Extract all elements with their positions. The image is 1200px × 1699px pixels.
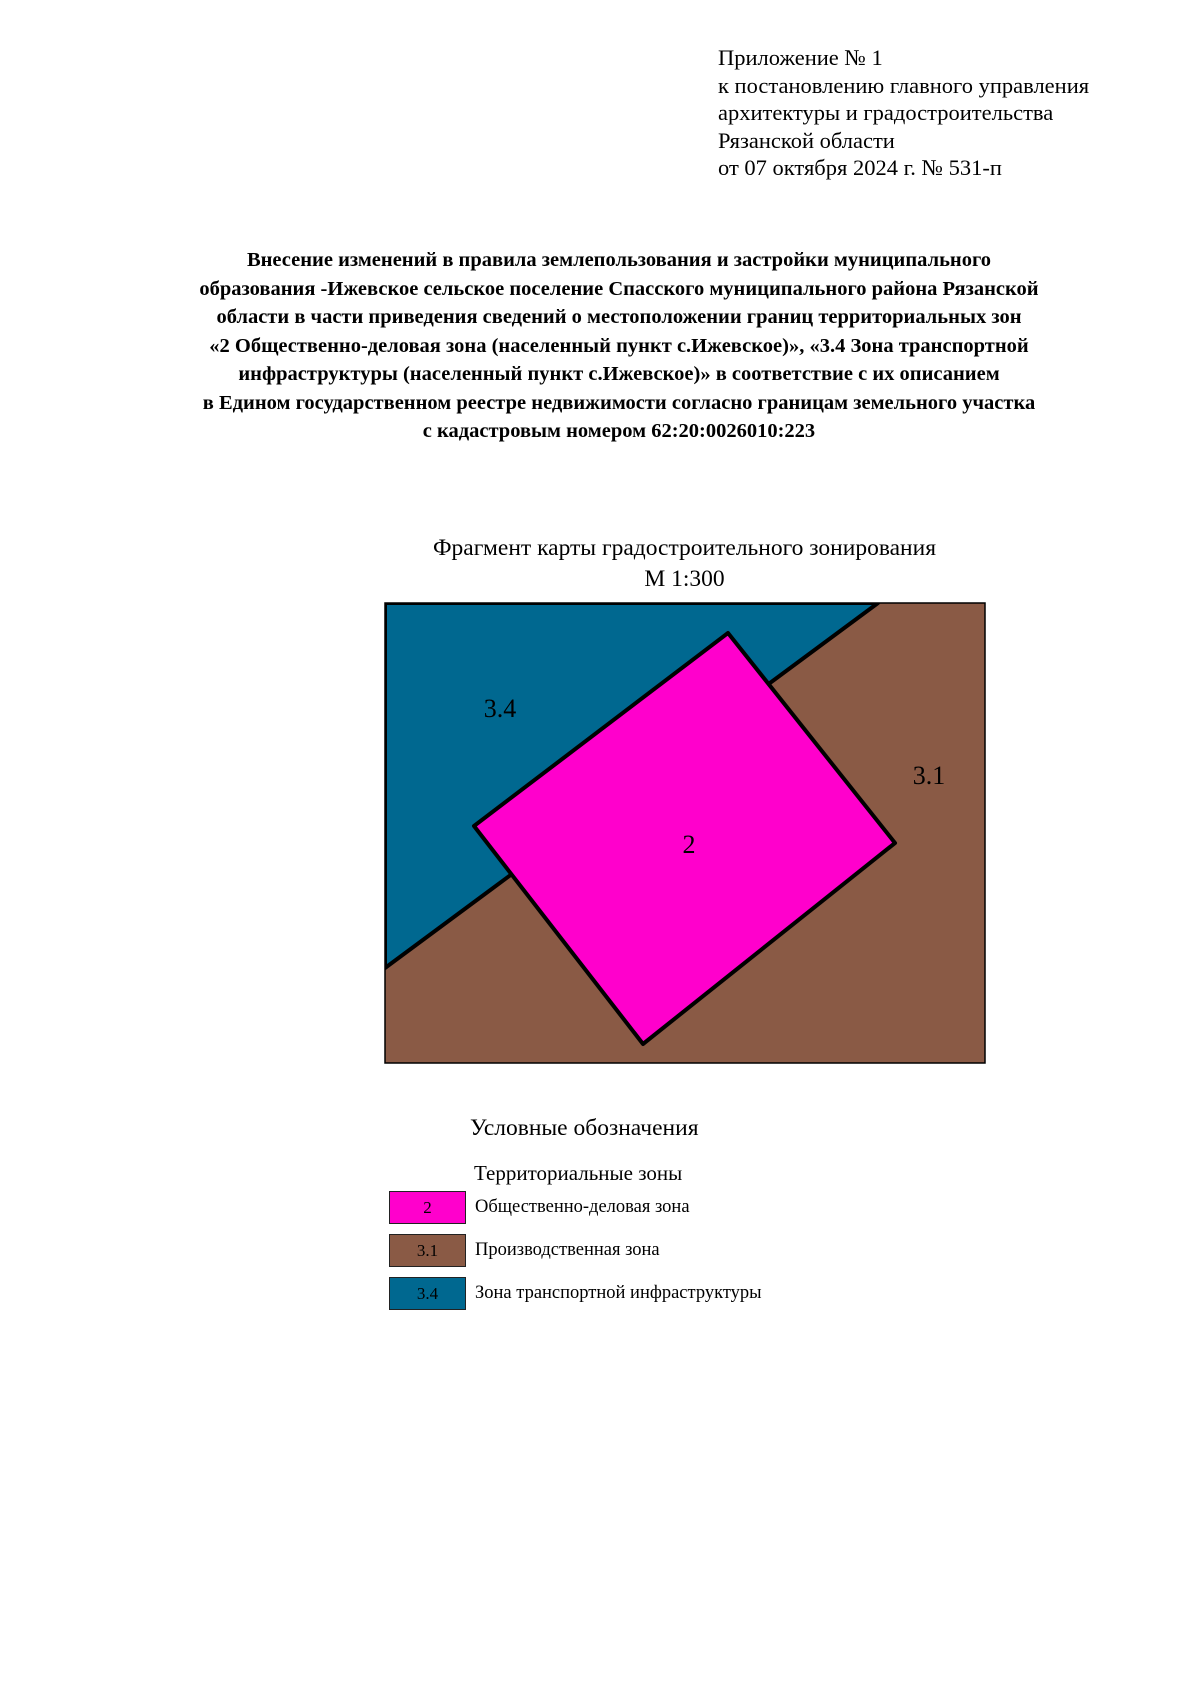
heading-line: с кадастровым номером 62:20:0026010:223 [422, 420, 816, 442]
legend-label: Зона транспортной инфраструктуры [475, 1283, 762, 1303]
legend-label: Производственная зона [475, 1240, 660, 1260]
legend-swatch: 3.1 [389, 1234, 466, 1267]
zone-2-label: 2 [682, 830, 696, 859]
map-title: Фрагмент карты градостроительного зонирования [432, 535, 936, 561]
zone-3-4-label: 3.4 [483, 694, 517, 723]
annex-line: Рязанской области [718, 127, 895, 153]
heading-line: инфраструктуры (населенный пункт с.Ижевское)» в соответствие с их описанием [238, 363, 1000, 385]
annex-line: архитектуры и градостроительства [718, 100, 1054, 125]
legend-swatch: 2 [389, 1191, 466, 1224]
heading-line: Внесение изменений в правила землепользования и застройки муниципального [246, 249, 992, 271]
heading-line: области в части приведения сведений о местоположении границ территориальных зон [216, 306, 1022, 328]
legend-swatch: 3.4 [389, 1277, 466, 1310]
legend-title: Условные обозначения [470, 1115, 699, 1141]
heading-line: в Едином государственном реестре недвижимости согласно границам земельного участка [202, 391, 1036, 414]
map-scale: М 1:300 [644, 566, 725, 592]
heading-line: «2 Общественно-деловая зона (населенный пункт с.Ижевское)», «3.4 Зона транспортной [209, 334, 1029, 357]
heading-line: образования -Ижевское сельское поселение Спасского муниципального района Рязанской [199, 277, 1039, 300]
legend-label: Общественно-деловая зона [475, 1197, 690, 1217]
legend-subtitle: Территориальные зоны [474, 1161, 683, 1185]
annex-line: Приложение № 1 [718, 45, 883, 70]
zone-3-1-label: 3.1 [912, 761, 946, 790]
annex-line: к постановлению главного управления [718, 72, 1090, 98]
annex-line: от 07 октября 2024 г. № 531-п [718, 155, 1002, 180]
